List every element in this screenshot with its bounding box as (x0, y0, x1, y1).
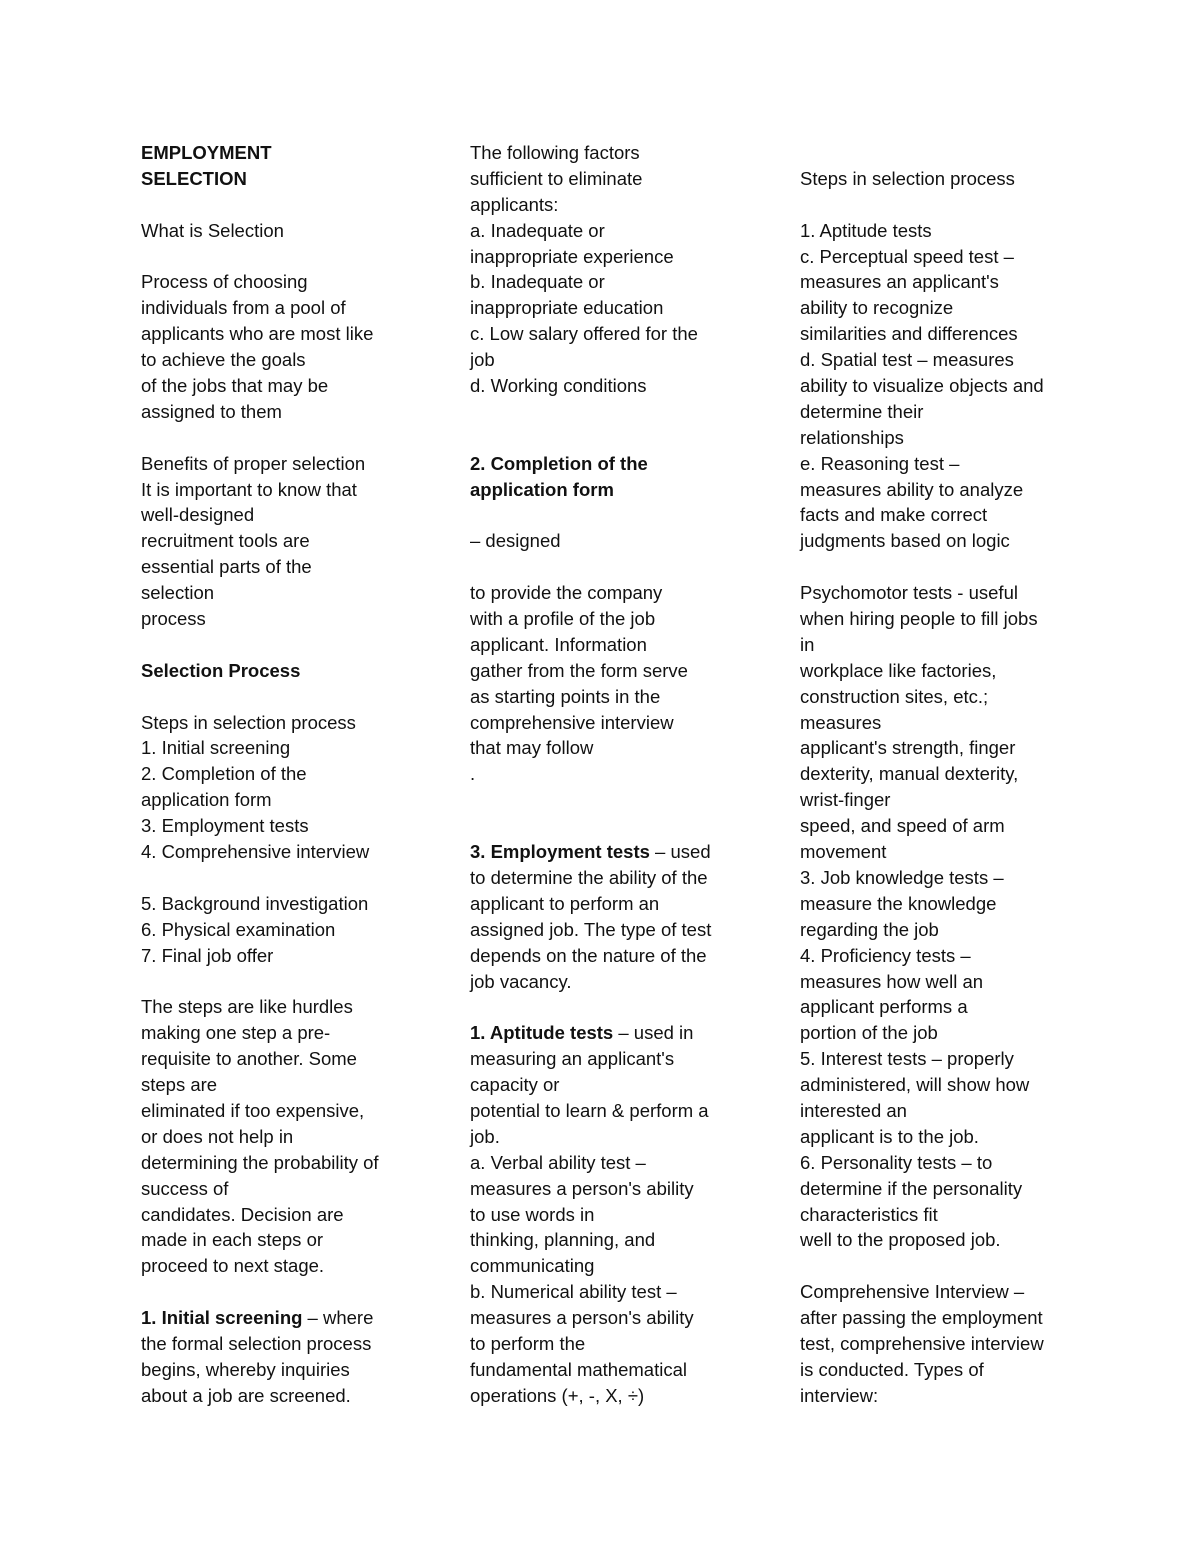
aptitude-text-line: job. (470, 1125, 500, 1147)
employment-tests-text-line: to determine the ability of the (470, 866, 708, 888)
initial-screening-rest: – where (302, 1307, 374, 1329)
aptitude-text-line: measuring an applicant's (470, 1048, 675, 1070)
aptitude-text-line: a. Verbal ability test – (470, 1151, 646, 1173)
tests-line: applicant performs a (800, 996, 968, 1018)
employment-tests-text-line: job vacancy. (470, 970, 572, 992)
employment-tests-bold: 3. Employment tests (470, 841, 650, 863)
tests-line: c. Perceptual speed test – (800, 245, 1014, 267)
factors-line: inappropriate experience (470, 245, 674, 267)
initial-screening-text-line: begins, whereby inquiries (141, 1358, 350, 1380)
aptitude-bold: 1. Aptitude tests (470, 1022, 614, 1044)
initial-screening-text-line: about a job are screened. (141, 1384, 351, 1406)
completion-text-line: applicant. Information (470, 633, 647, 655)
tests-line: portion of the job (800, 1022, 938, 1044)
document-title-line-1: EMPLOYMENT (141, 142, 272, 163)
tests-line: ability to recognize (800, 297, 954, 319)
aptitude-text-line: potential to learn & perform a (470, 1099, 709, 1121)
aptitude-text-line: to use words in (470, 1203, 595, 1225)
hurdles-text-line: candidates. Decision are (141, 1203, 344, 1225)
tests-line: construction sites, etc.; (800, 685, 989, 707)
tests-line: d. Spatial test – measures (800, 349, 1014, 371)
step-item: 7. Final job offer (141, 944, 274, 966)
hurdles-text-line: proceed to next stage. (141, 1255, 325, 1277)
benefits-text-line: recruitment tools are (141, 530, 310, 552)
employment-tests-heading-line (470, 839, 750, 865)
completion-text-line: comprehensive interview (470, 711, 674, 733)
steps-heading: Steps in selection process (141, 711, 356, 733)
interview-line: Comprehensive Interview – (800, 1281, 1025, 1303)
tests-line: applicant's strength, finger (800, 737, 1016, 759)
aptitude-text-line: b. Numerical ability test – (470, 1281, 677, 1303)
employment-tests-text-line: assigned job. The type of test (470, 918, 712, 940)
tests-line: administered, will show how (800, 1074, 1030, 1096)
completion-heading-line-2: application form (470, 478, 614, 500)
interview-line: test, comprehensive interview (800, 1332, 1044, 1354)
tests-line: judgments based on logic (800, 530, 1010, 552)
column-1 (141, 140, 411, 1409)
completion-heading-line-1: 2. Completion of the (470, 452, 648, 474)
tests-line: when hiring people to fill jobs (800, 608, 1038, 630)
interview-line: after passing the employment (800, 1307, 1043, 1329)
factors-line: inappropriate education (470, 297, 664, 319)
tests-line: measure the knowledge (800, 892, 997, 914)
tests-line: Psychomotor tests - useful (800, 582, 1018, 604)
step-item: 4. Comprehensive interview (141, 841, 370, 863)
benefits-text-line: essential parts of the (141, 556, 312, 578)
hurdles-text-line: making one step a pre- (141, 1022, 331, 1044)
document-title-line-2: SELECTION (141, 167, 247, 189)
completion-text-line: that may follow (470, 737, 594, 759)
hurdles-text-line: made in each steps or (141, 1229, 324, 1251)
completion-text-line: to provide the company (470, 582, 663, 604)
column-2 (470, 140, 750, 1409)
tests-line: wrist-finger (800, 789, 891, 811)
process-definition-line: Process of choosing (141, 271, 308, 293)
hurdles-text-line: success of (141, 1177, 229, 1199)
tests-line: 3. Job knowledge tests – (800, 866, 1004, 888)
tests-line: 6. Personality tests – to (800, 1151, 993, 1173)
tests-line: measures ability to analyze (800, 478, 1024, 500)
aptitude-text-line: thinking, planning, and (470, 1229, 656, 1251)
tests-line: regarding the job (800, 918, 939, 940)
factors-line: a. Inadequate or (470, 219, 605, 241)
what-is-selection-heading: What is Selection (141, 219, 284, 241)
tests-line: 5. Interest tests – properly (800, 1048, 1014, 1070)
designed-line: – designed (470, 530, 561, 552)
factors-line: applicants: (470, 193, 559, 215)
completion-text-line: gather from the form serve (470, 659, 688, 681)
process-definition-line: of the jobs that may be (141, 375, 329, 397)
initial-screening-heading-line (141, 1305, 411, 1331)
hurdles-text-line: The steps are like hurdles (141, 996, 353, 1018)
factors-line: c. Low salary offered for the (470, 323, 698, 345)
step-item: 1. Initial screening (141, 737, 291, 759)
aptitude-text-line: to perform the (470, 1332, 586, 1354)
factors-line: d. Working conditions (470, 375, 647, 397)
process-definition-line: applicants who are most like (141, 323, 374, 345)
benefits-text-line: well-designed (141, 504, 255, 526)
tests-line: movement (800, 841, 887, 863)
benefits-text-line: It is important to know that (141, 478, 357, 500)
initial-screening-bold: 1. Initial screening (141, 1307, 303, 1329)
tests-line: relationships (800, 426, 904, 448)
interview-line: is conducted. Types of (800, 1358, 984, 1380)
tests-line: in (800, 633, 815, 655)
factors-line: The following factors (470, 142, 640, 163)
tests-line: well to the proposed job. (800, 1229, 1001, 1251)
tests-line: measures (800, 711, 882, 733)
hurdles-text-line: eliminated if too expensive, (141, 1099, 365, 1121)
hurdles-text-line: steps are (141, 1074, 218, 1096)
aptitude-heading-line (470, 1020, 750, 1046)
tests-line: workplace like factories, (800, 659, 997, 681)
employment-tests-text-line: depends on the nature of the (470, 944, 707, 966)
aptitude-text-line: communicating (470, 1255, 595, 1277)
factors-line: job (470, 349, 495, 371)
completion-text-line: with a profile of the job (470, 608, 656, 630)
completion-text-line: as starting points in the (470, 685, 661, 707)
interview-line: interview: (800, 1384, 879, 1406)
aptitude-text-line: measures a person's ability (470, 1177, 694, 1199)
tests-line: determine if the personality (800, 1177, 1023, 1199)
employment-tests-text-line: applicant to perform an (470, 892, 660, 914)
factors-line: sufficient to eliminate (470, 167, 643, 189)
tests-line: speed, and speed of arm (800, 815, 1005, 837)
benefits-heading: Benefits of proper selection (141, 452, 366, 474)
tests-line: characteristics fit (800, 1203, 938, 1225)
tests-line: applicant is to the job. (800, 1125, 979, 1147)
steps-heading: Steps in selection process (800, 167, 1015, 189)
benefits-text-line: process (141, 608, 206, 630)
initial-screening-text-line: the formal selection process (141, 1332, 372, 1354)
tests-line: facts and make correct (800, 504, 988, 526)
process-definition-line: individuals from a pool of (141, 297, 346, 319)
benefits-text-line: selection (141, 582, 215, 604)
aptitude-text-line: fundamental mathematical (470, 1358, 687, 1380)
tests-line: measures how well an (800, 970, 984, 992)
step-item: 6. Physical examination (141, 918, 336, 940)
step-item: 2. Completion of the (141, 763, 307, 785)
hurdles-text-line: determining the probability of (141, 1151, 379, 1173)
aptitude-rest: – used in (613, 1022, 694, 1044)
tests-line: dexterity, manual dexterity, (800, 763, 1019, 785)
hurdles-text-line: or does not help in (141, 1125, 294, 1147)
tests-line: similarities and differences (800, 323, 1018, 345)
employment-tests-rest: – used (649, 841, 711, 863)
process-definition-line: assigned to them (141, 400, 282, 422)
step-item: application form (141, 789, 272, 811)
tests-line: e. Reasoning test – (800, 452, 960, 474)
aptitude-text-line: operations (+, -, X, ÷) (470, 1384, 645, 1406)
tests-line: ability to visualize objects and (800, 375, 1044, 397)
tests-line: determine their (800, 400, 924, 422)
tests-line: interested an (800, 1099, 907, 1121)
tests-line: 4. Proficiency tests – (800, 944, 971, 966)
process-definition-line: to achieve the goals (141, 349, 306, 371)
tests-line: 1. Aptitude tests (800, 219, 932, 241)
hurdles-text-line: requisite to another. Some (141, 1048, 357, 1070)
aptitude-text-line: measures a person's ability (470, 1307, 694, 1329)
factors-line: b. Inadequate or (470, 271, 605, 293)
aptitude-text-line: capacity or (470, 1074, 560, 1096)
selection-process-heading: Selection Process (141, 659, 301, 681)
step-item: 3. Employment tests (141, 815, 309, 837)
tests-line: measures an applicant's (800, 271, 999, 293)
step-item: 5. Background investigation (141, 892, 369, 914)
column-3 (800, 140, 1090, 1409)
completion-text-line: . (470, 763, 476, 785)
